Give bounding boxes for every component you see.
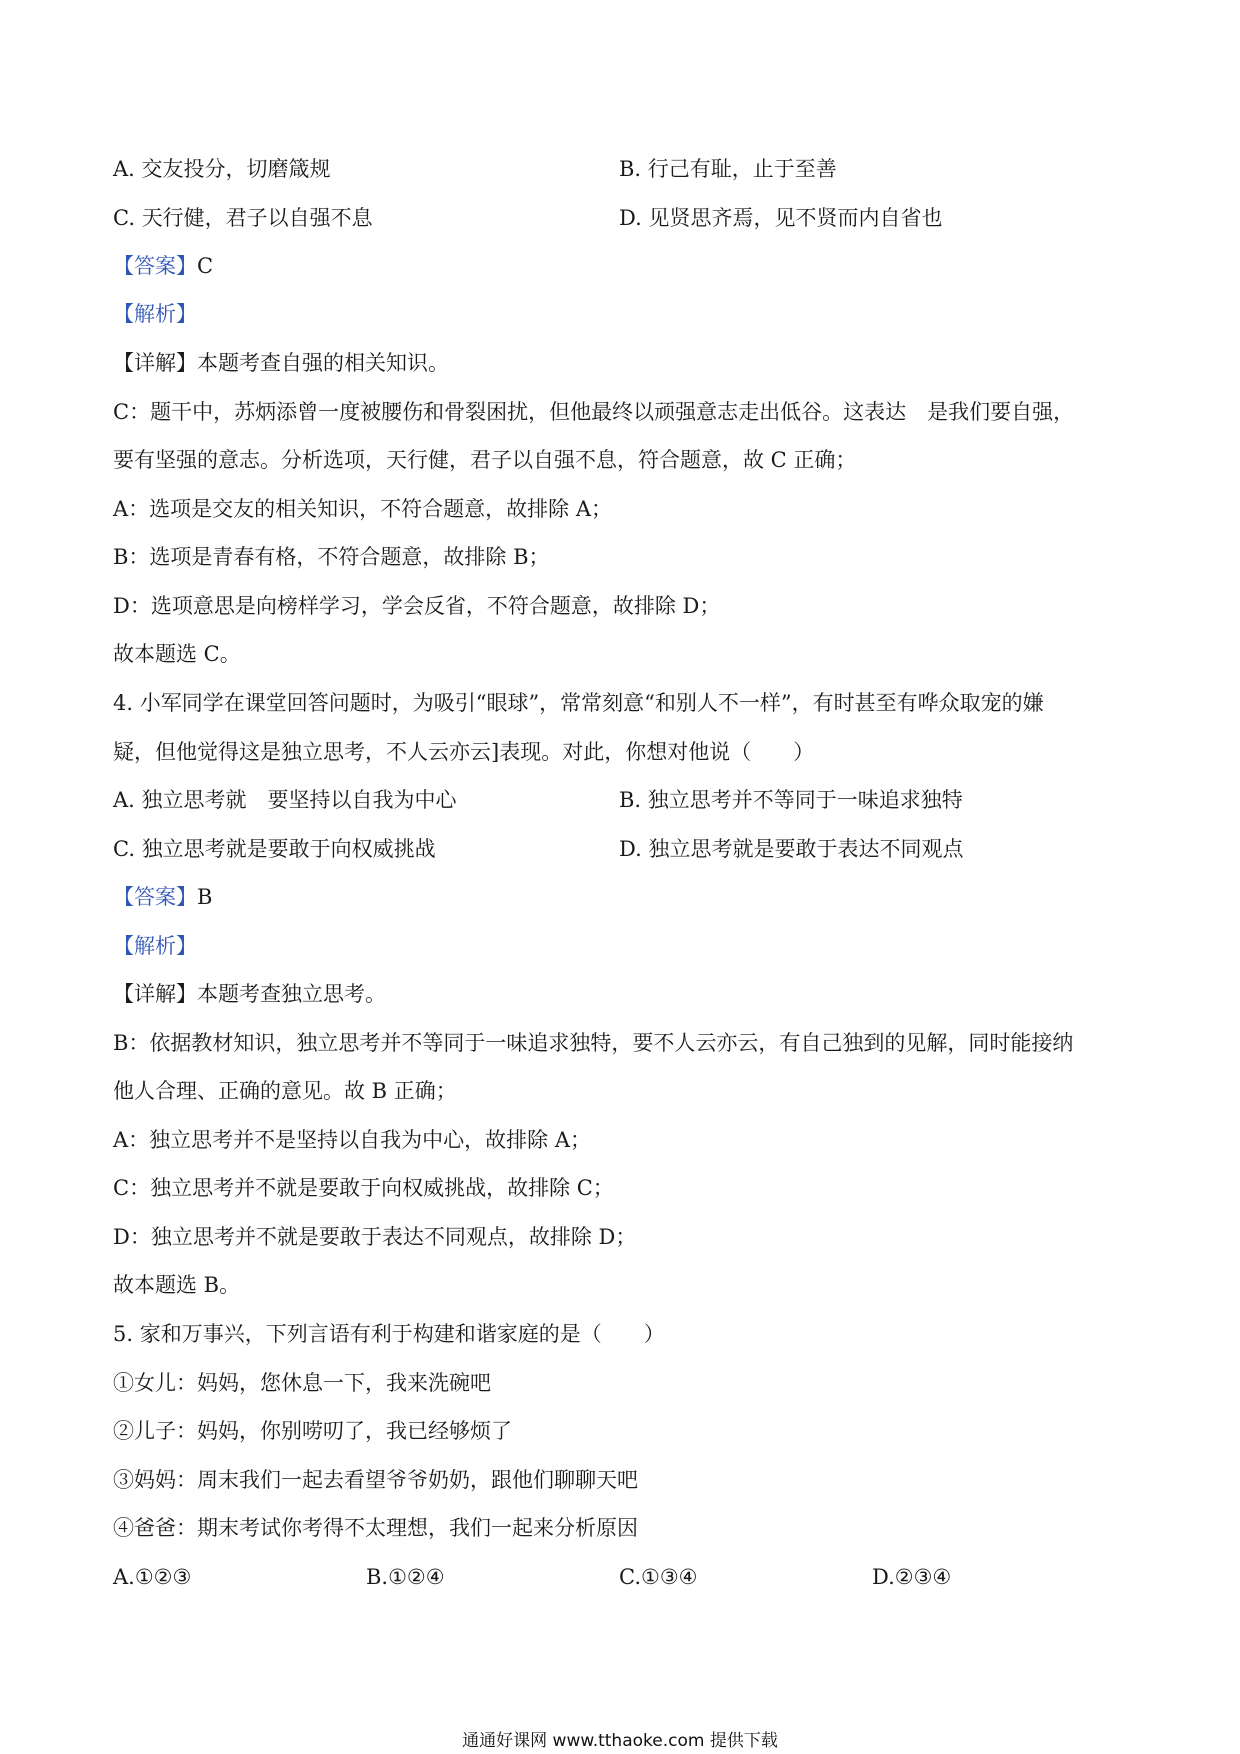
analysis-tag: 【解析】	[113, 934, 197, 958]
q3-option-a: A. 交友投分，切磨箴规	[113, 157, 331, 181]
q3-explanation-line: A：选项是交友的相关知识，不符合题意，故排除 A；	[113, 497, 613, 521]
q3-explanation-line: 要有坚强的意志。分析选项，天行健，君子以自强不息，符合题意，故 C 正确；	[113, 448, 857, 472]
q3-option-d: D. 见贤思齐焉，见不贤而内自省也	[619, 206, 943, 230]
q4-option-a: A. 独立思考就 要坚持以自我为中心	[113, 788, 457, 812]
q4-detail	[113, 980, 386, 1008]
q4-explanation-line: C：独立思考并不就是要敢于向权威挑战，故排除 C；	[113, 1176, 614, 1200]
q4-explanation-line: 故本题选 B。	[113, 1273, 241, 1297]
q5-option-c: C.①③④	[619, 1565, 698, 1589]
q5-stem: 5. 家和万事兴，下列言语有利于构建和谐家庭的是（ ）	[113, 1322, 665, 1346]
q4-option-c: C. 独立思考就是要敢于向权威挑战	[113, 837, 436, 861]
detail-tag: 【详解】	[113, 982, 197, 1006]
q4-explanation-line: A：独立思考并不是坚持以自我为中心，故排除 A；	[113, 1128, 592, 1152]
q4-option-d: D. 独立思考就是要敢于表达不同观点	[619, 837, 964, 861]
detail-text: 本题考查独立思考。	[197, 982, 386, 1006]
page-footer: 通通好课网 www.tthaoke.com 提供下载	[462, 1731, 778, 1751]
answer-value: C	[197, 254, 214, 278]
q5-option-b: B.①②④	[366, 1565, 445, 1589]
q5-statement: ①女儿：妈妈，您休息一下，我来洗碗吧	[113, 1371, 491, 1395]
q4-answer	[113, 883, 212, 911]
q4-explanation-line: B：依据教材知识，独立思考并不等同于一味追求独特，要不人云亦云，有自己独到的见解，同时能接纳	[113, 1031, 1074, 1055]
analysis-tag: 【解析】	[113, 302, 197, 326]
q5-statement: ③妈妈：周末我们一起去看望爷爷奶奶，跟他们聊聊天吧	[113, 1468, 638, 1492]
q4-explanation-line: 他人合理、正确的意见。故 B 正确；	[113, 1079, 457, 1103]
detail-text: 本题考查自强的相关知识。	[197, 351, 449, 375]
q5-option-a: A.①②③	[113, 1565, 192, 1589]
q3-option-c: C. 天行健，君子以自强不息	[113, 206, 373, 230]
q5-statement: ④爸爸：期末考试你考得不太理想，我们一起来分析原因	[113, 1516, 638, 1540]
q3-explanation-line: D：选项意思是向榜样学习，学会反省，不符合题意，故排除 D；	[113, 594, 721, 618]
q4-stem-line: 4. 小军同学在课堂回答问题时，为吸引“眼球”，常常刻意“和别人不一样”，有时甚至有哗众取宠的嫌	[113, 691, 1044, 715]
answer-tag: 【答案】	[113, 885, 197, 909]
answer-tag: 【答案】	[113, 254, 197, 278]
q4-stem-line: 疑，但他觉得这是独立思考，不人云亦云]表现。对此，你想对他说（ ）	[113, 740, 815, 764]
q4-option-b: B. 独立思考并不等同于一味追求独特	[619, 788, 963, 812]
q3-answer	[113, 252, 213, 280]
q3-analysis	[113, 300, 197, 328]
q3-option-b: B. 行己有耻，止于至善	[619, 157, 837, 181]
q3-explanation-line: C：题干中，苏炳添曾一度被腰伤和骨裂困扰，但他最终以顽强意志走出低谷。这表达 是我们要自强，	[113, 400, 1075, 424]
q4-explanation-line: D：独立思考并不就是要敢于表达不同观点，故排除 D；	[113, 1225, 637, 1249]
detail-tag: 【详解】	[113, 351, 197, 375]
q4-analysis	[113, 932, 197, 960]
q3-explanation-line: 故本题选 C。	[113, 642, 241, 666]
q3-explanation-line: B：选项是青春有格，不符合题意，故排除 B；	[113, 545, 550, 569]
q5-option-d: D.②③④	[872, 1565, 952, 1589]
q3-detail	[113, 349, 449, 377]
q5-statement: ②儿子：妈妈，你别唠叨了，我已经够烦了	[113, 1419, 512, 1443]
answer-value: B	[197, 885, 213, 909]
